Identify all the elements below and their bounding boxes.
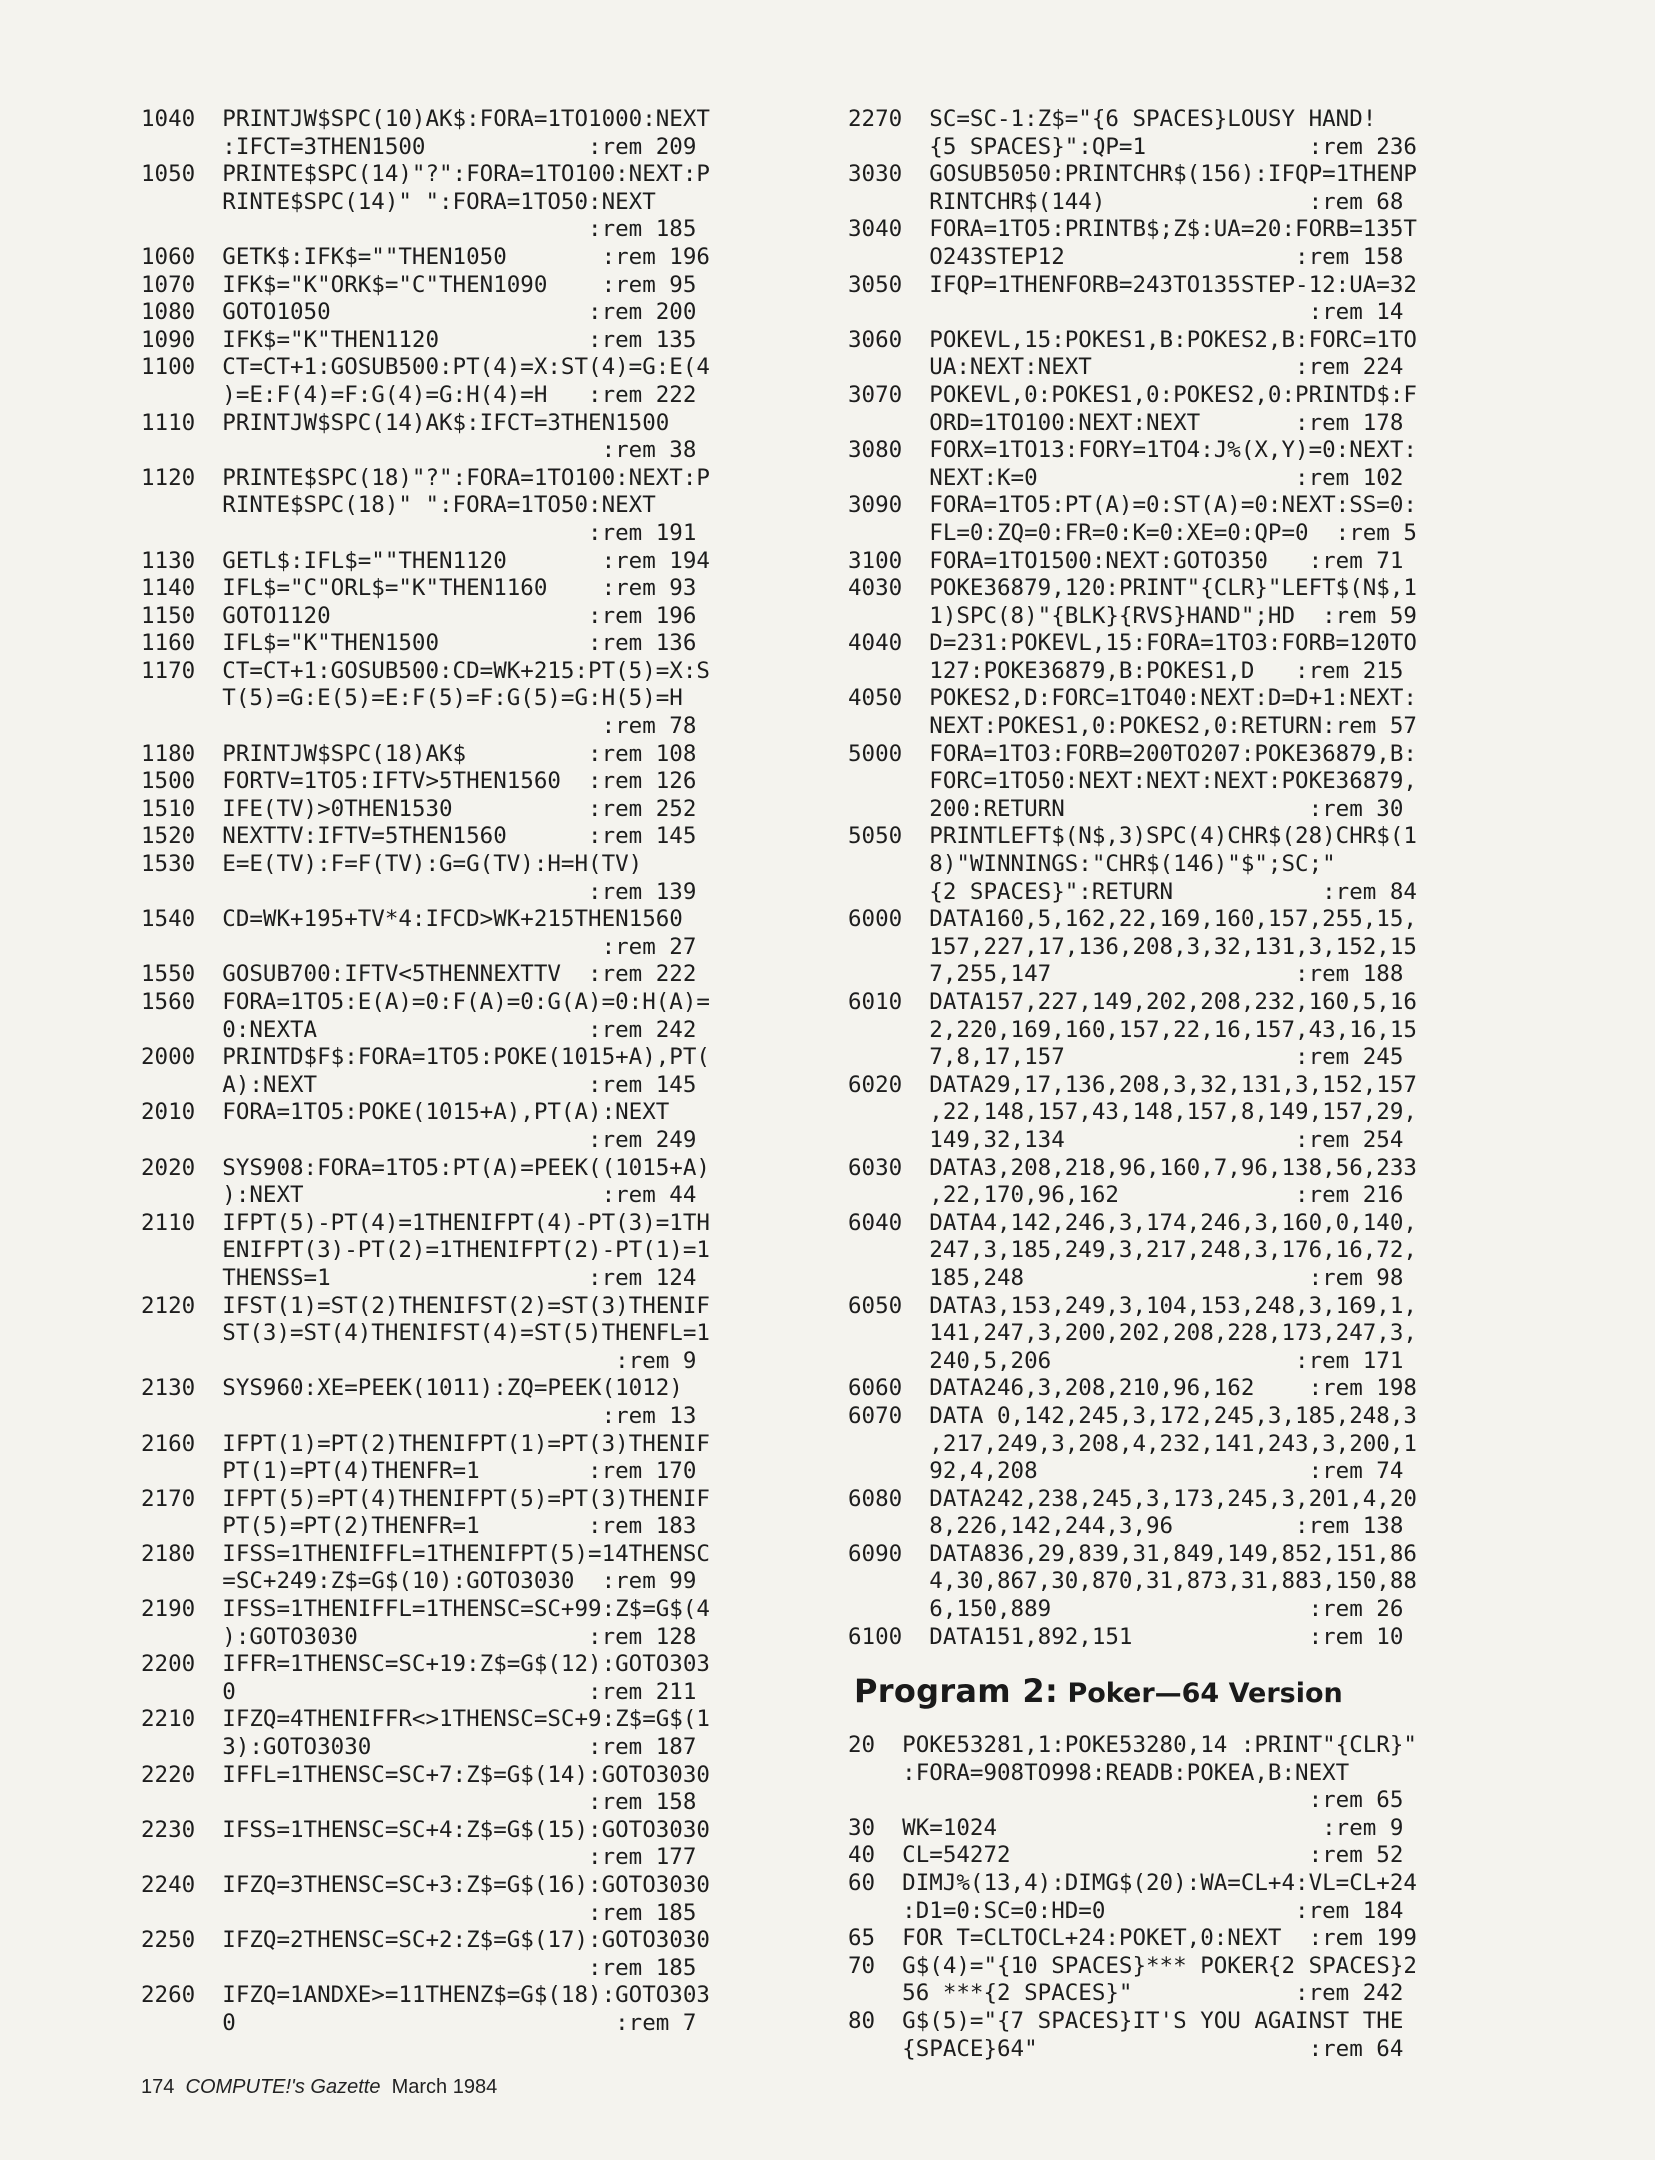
code-line: ,217,249,3,208,4,232,141,243,3,200,1	[848, 1430, 1417, 1457]
code-line: 1500 FORTV=1TO5:IFTV>5THEN1560 :rem 126	[141, 768, 697, 795]
code-line: 149,32,134 :rem 254	[848, 1126, 1404, 1153]
program2-title: Program 2:	[854, 1672, 1059, 1710]
code-line: 6050 DATA3,153,249,3,104,153,248,3,169,1,	[848, 1292, 1417, 1319]
code-line: 3060 POKEVL,15:POKES1,B:POKES2,B:FORC=1TO	[848, 326, 1417, 353]
code-line: :rem 177	[141, 1844, 697, 1871]
code-line: 6070 DATA 0,142,245,3,172,245,3,185,248,3	[848, 1402, 1417, 1429]
code-line: 2200 IFFR=1THENSC=SC+19:Z$=G$(12):GOTO303	[141, 1651, 710, 1678]
code-line: 2010 FORA=1TO5:POKE(1015+A),PT(A):NEXT	[141, 1099, 670, 1126]
code-line: 3040 FORA=1TO5:PRINTB$;Z$:UA=20:FORB=135T	[848, 216, 1417, 243]
code-line: FORC=1TO50:NEXT:NEXT:NEXT:POKE36879,	[848, 768, 1417, 795]
code-line: PT(1)=PT(4)THENFR=1 :rem 170	[141, 1458, 697, 1485]
code-line: 3030 GOSUB5050:PRINTCHR$(156):IFQP=1THENP	[848, 161, 1417, 188]
code-line: 1150 GOTO1120 :rem 196	[141, 602, 697, 629]
code-line: 1110 PRINTJW$SPC(14)AK$:IFCT=3THEN1500	[141, 409, 670, 436]
code-line: :FORA=908TO998:READB:POKEA,B:NEXT	[848, 1759, 1350, 1786]
code-line: 1)SPC(8)"{BLK}{RVS}HAND";HD :rem 59	[848, 602, 1417, 629]
code-line: ,22,170,96,162 :rem 216	[848, 1182, 1404, 1209]
code-line: 70 G$(4)="{10 SPACES}*** POKER{2 SPACES}2	[848, 1952, 1417, 1979]
code-line: :rem 139	[141, 878, 697, 905]
code-line: :rem 185	[141, 1954, 697, 1981]
code-line: 6010 DATA157,227,149,202,208,232,160,5,16	[848, 989, 1417, 1015]
code-line: 4040 D=231:POKEVL,15:FORA=1TO3:FORB=120TO	[848, 630, 1417, 657]
code-line: 7,255,147 :rem 188	[848, 961, 1404, 988]
code-line: NEXT:K=0 :rem 102	[848, 464, 1404, 491]
code-line: =SC+249:Z$=G$(10):GOTO3030 :rem 99	[141, 1568, 697, 1595]
code-line: 2250 IFZQ=2THENSC=SC+2:Z$=G$(17):GOTO3030	[141, 1927, 710, 1954]
program2-subtitle: Poker—64 Version	[1058, 1678, 1343, 1709]
code-line: 1090 IFK$="K"THEN1120 :rem 135	[141, 326, 697, 353]
code-line: :rem 38	[141, 437, 697, 464]
code-line: 2270 SC=SC-1:Z$="{6 SPACES}LOUSY HAND!	[848, 106, 1377, 132]
code-line: THENSS=1 :rem 124	[141, 1264, 697, 1291]
code-line: :rem 13	[141, 1402, 697, 1429]
code-line: 1070 IFK$="K"ORK$="C"THEN1090 :rem 95	[141, 271, 697, 298]
code-line: 1560 FORA=1TO5:E(A)=0:F(A)=0:G(A)=0:H(A)=	[141, 989, 710, 1015]
code-line: 7,8,17,157 :rem 245	[848, 1044, 1404, 1071]
code-line: :rem 185	[141, 1899, 697, 1926]
code-line: 1080 GOTO1050 :rem 200	[141, 299, 697, 326]
code-line: 1120 PRINTE$SPC(18)"?":FORA=1TO100:NEXT:P	[141, 464, 710, 491]
magazine-name: COMPUTE!'s Gazette	[185, 2076, 381, 2098]
code-line: 6100 DATA151,892,151 :rem 10	[848, 1623, 1404, 1650]
listing-left-column	[141, 106, 821, 2038]
code-line: 80 G$(5)="{7 SPACES}IT'S YOU AGAINST THE	[848, 2007, 1404, 2034]
code-line: 1520 NEXTTV:IFTV=5THEN1560 :rem 145	[141, 823, 697, 850]
code-line: FL=0:ZQ=0:FR=0:K=0:XE=0:QP=0 :rem 5	[848, 519, 1417, 546]
code-line: 5050 PRINTLEFT$(N$,3)SPC(4)CHR$(28)CHR$(1	[848, 823, 1417, 850]
code-line: :IFCT=3THEN1500 :rem 209	[141, 133, 697, 160]
code-line: 4030 POKE36879,120:PRINT"{CLR}"LEFT$(N$,1	[848, 575, 1417, 602]
code-line: 6,150,889 :rem 26	[848, 1596, 1404, 1623]
code-line: 8)"WINNINGS:"CHR$(146)"$";SC;"	[848, 851, 1336, 878]
code-line: ORD=1TO100:NEXT:NEXT :rem 178	[848, 409, 1404, 436]
code-line: 1040 PRINTJW$SPC(10)AK$:FORA=1TO1000:NEXT	[141, 106, 710, 132]
page-number: 174	[141, 2076, 175, 2098]
code-line: 1160 IFL$="K"THEN1500 :rem 136	[141, 630, 697, 657]
code-line: :D1=0:SC=0:HD=0 :rem 184	[848, 1897, 1404, 1924]
code-line: {2 SPACES}":RETURN :rem 84	[848, 878, 1417, 905]
code-line: 2240 IFZQ=3THENSC=SC+3:Z$=G$(16):GOTO3030	[141, 1872, 710, 1898]
code-line: 1100 CT=CT+1:GOSUB500:PT(4)=X:ST(4)=G:E(4	[141, 354, 710, 381]
code-line: 3):GOTO3030 :rem 187	[141, 1734, 697, 1761]
code-line: 240,5,206 :rem 171	[848, 1347, 1404, 1374]
code-line: 2180 IFSS=1THENIFFL=1THENIFPT(5)=14THENSC	[141, 1540, 710, 1567]
code-line: 3090 FORA=1TO5:PT(A)=0:ST(A)=0:NEXT:SS=0:	[848, 492, 1417, 519]
code-line: 247,3,185,249,3,217,248,3,176,16,72,	[848, 1237, 1417, 1264]
code-line: 20 POKE53281,1:POKE53280,14 :PRINT"{CLR}"	[848, 1732, 1417, 1758]
code-line: 1180 PRINTJW$SPC(18)AK$ :rem 108	[141, 740, 697, 767]
code-line: {SPACE}64" :rem 64	[848, 2035, 1404, 2062]
page-footer	[141, 2076, 497, 2099]
code-line: :rem 14	[848, 299, 1404, 326]
code-line: 2220 IFFL=1THENSC=SC+7:Z$=G$(14):GOTO3030	[141, 1761, 710, 1788]
code-line: 40 CL=54272 :rem 52	[848, 1842, 1404, 1869]
code-line: 3050 IFQP=1THENFORB=243TO135STEP-12:UA=32	[848, 271, 1417, 298]
code-line: :rem 9	[141, 1347, 697, 1374]
code-line: ):GOTO3030 :rem 128	[141, 1623, 697, 1650]
code-line: 3080 FORX=1TO13:FORY=1TO4:J%(X,Y)=0:NEXT:	[848, 437, 1417, 464]
code-line: 127:POKE36879,B:POKES1,D :rem 215	[848, 657, 1404, 684]
code-line: 4,30,867,30,870,31,873,31,883,150,88	[848, 1568, 1417, 1595]
code-line: 1550 GOSUB700:IFTV<5THENNEXTTV :rem 222	[141, 961, 697, 988]
code-line: O243STEP12 :rem 158	[848, 243, 1404, 270]
code-line: 0:NEXTA :rem 242	[141, 1016, 697, 1043]
program2-heading	[854, 1672, 1343, 1710]
code-line: 1060 GETK$:IFK$=""THEN1050 :rem 196	[141, 243, 710, 270]
code-line: 6040 DATA4,142,246,3,174,246,3,160,0,140,	[848, 1209, 1417, 1236]
code-line: 2190 IFSS=1THENIFFL=1THENSC=SC+99:Z$=G$(4	[141, 1596, 710, 1623]
code-line: 65 FOR T=CLTOCL+24:POKET,0:NEXT :rem 199	[848, 1925, 1417, 1952]
code-line: 157,227,17,136,208,3,32,131,3,152,15	[848, 933, 1417, 960]
code-line: ENIFPT(3)-PT(2)=1THENIFPT(2)-PT(1)=1	[141, 1237, 710, 1264]
code-line: 2,220,169,160,157,22,16,157,43,16,15	[848, 1016, 1417, 1043]
code-line: 1050 PRINTE$SPC(14)"?":FORA=1TO100:NEXT:P	[141, 161, 710, 188]
code-line: NEXT:POKES1,0:POKES2,0:RETURN:rem 57	[848, 713, 1417, 740]
code-line: 6090 DATA836,29,839,31,849,149,852,151,86	[848, 1540, 1417, 1567]
code-line: :rem 185	[141, 216, 697, 243]
code-line: 2110 IFPT(5)-PT(4)=1THENIFPT(4)-PT(3)=1TH	[141, 1209, 710, 1236]
code-line: 1130 GETL$:IFL$=""THEN1120 :rem 194	[141, 547, 710, 574]
issue-date: March 1984	[391, 2076, 498, 2098]
code-line: RINTCHR$(144) :rem 68	[848, 188, 1404, 215]
code-line: 2170 IFPT(5)=PT(4)THENIFPT(5)=PT(3)THENIF	[141, 1485, 710, 1512]
code-line: RINTE$SPC(18)" ":FORA=1TO50:NEXT	[141, 492, 656, 519]
code-line: 0 :rem 211	[141, 1678, 697, 1705]
code-line: 1510 IFE(TV)>0THEN1530 :rem 252	[141, 795, 697, 822]
code-line: 2120 IFST(1)=ST(2)THENIFST(2)=ST(3)THENIF	[141, 1292, 710, 1319]
code-line: A):NEXT :rem 145	[141, 1071, 697, 1098]
code-line: 8,226,142,244,3,96 :rem 138	[848, 1513, 1404, 1540]
code-line: 6000 DATA160,5,162,22,169,160,157,255,15,	[848, 906, 1417, 933]
code-line: 2210 IFZQ=4THENIFFR<>1THENSC=SC+9:Z$=G$(1	[141, 1706, 710, 1733]
code-line: 30 WK=1024 :rem 9	[848, 1814, 1404, 1841]
code-line: 3070 POKEVL,0:POKES1,0:POKES2,0:PRINTD$:F	[848, 381, 1417, 408]
code-line: 6030 DATA3,208,218,96,160,7,96,138,56,233	[848, 1154, 1417, 1181]
code-line: 56 ***{2 SPACES}" :rem 242	[848, 1980, 1404, 2007]
code-line: ST(3)=ST(4)THENIFST(4)=ST(5)THENFL=1	[141, 1320, 710, 1347]
code-line: 6060 DATA246,3,208,210,96,162 :rem 198	[848, 1375, 1417, 1402]
code-line: 3100 FORA=1TO1500:NEXT:GOTO350 :rem 71	[848, 547, 1404, 574]
program2-listing	[848, 1732, 1528, 2063]
code-line: 2000 PRINTD$F$:FORA=1TO5:POKE(1015+A),PT(	[141, 1044, 710, 1071]
code-line: 2160 IFPT(1)=PT(2)THENIFPT(1)=PT(3)THENIF	[141, 1430, 710, 1457]
code-line: 141,247,3,200,202,208,228,173,247,3,	[848, 1320, 1417, 1347]
code-line: :rem 158	[141, 1789, 697, 1816]
code-line: 2130 SYS960:XE=PEEK(1011):ZQ=PEEK(1012)	[141, 1375, 683, 1402]
code-line: 2020 SYS908:FORA=1TO5:PT(A)=PEEK((1015+A)	[141, 1154, 710, 1181]
code-line: 1170 CT=CT+1:GOSUB500:CD=WK+215:PT(5)=X:S	[141, 657, 710, 684]
code-line: :rem 65	[848, 1787, 1404, 1814]
code-line: 6020 DATA29,17,136,208,3,32,131,3,152,157	[848, 1071, 1417, 1098]
code-line: 2260 IFZQ=1ANDXE>=11THENZ$=G$(18):GOTO303	[141, 1982, 710, 2009]
code-line: 185,248 :rem 98	[848, 1264, 1404, 1291]
listing-right-column	[848, 106, 1528, 1651]
code-line: PT(5)=PT(2)THENFR=1 :rem 183	[141, 1513, 697, 1540]
code-line: ):NEXT :rem 44	[141, 1182, 697, 1209]
code-line: RINTE$SPC(14)" ":FORA=1TO50:NEXT	[141, 188, 656, 215]
code-line: 2230 IFSS=1THENSC=SC+4:Z$=G$(15):GOTO3030	[141, 1816, 710, 1843]
code-line: 60 DIMJ%(13,4):DIMG$(20):WA=CL+4:VL=CL+24	[848, 1869, 1417, 1896]
code-line: 92,4,208 :rem 74	[848, 1458, 1404, 1485]
code-line: T(5)=G:E(5)=E:F(5)=F:G(5)=G:H(5)=H	[141, 685, 683, 712]
code-line: 5000 FORA=1TO3:FORB=200TO207:POKE36879,B:	[848, 740, 1417, 767]
code-line: UA:NEXT:NEXT :rem 224	[848, 354, 1404, 381]
code-line: 4050 POKES2,D:FORC=1TO40:NEXT:D=D+1:NEXT:	[848, 685, 1417, 712]
code-line: 1140 IFL$="C"ORL$="K"THEN1160 :rem 93	[141, 575, 697, 602]
code-line: {5 SPACES}":QP=1 :rem 236	[848, 133, 1417, 160]
code-line: ,22,148,157,43,148,157,8,149,157,29,	[848, 1099, 1417, 1126]
code-line: :rem 249	[141, 1126, 697, 1153]
code-line: 6080 DATA242,238,245,3,173,245,3,201,4,20	[848, 1485, 1417, 1512]
code-line: 1540 CD=WK+195+TV*4:IFCD>WK+215THEN1560	[141, 906, 683, 933]
code-line: 200:RETURN :rem 30	[848, 795, 1404, 822]
code-line: )=E:F(4)=F:G(4)=G:H(4)=H :rem 222	[141, 381, 697, 408]
code-line: :rem 191	[141, 519, 697, 546]
code-line: 1530 E=E(TV):F=F(TV):G=G(TV):H=H(TV)	[141, 851, 643, 878]
code-line: :rem 78	[141, 713, 697, 740]
code-line: :rem 27	[141, 933, 697, 960]
code-line: 0 :rem 7	[141, 2009, 697, 2036]
